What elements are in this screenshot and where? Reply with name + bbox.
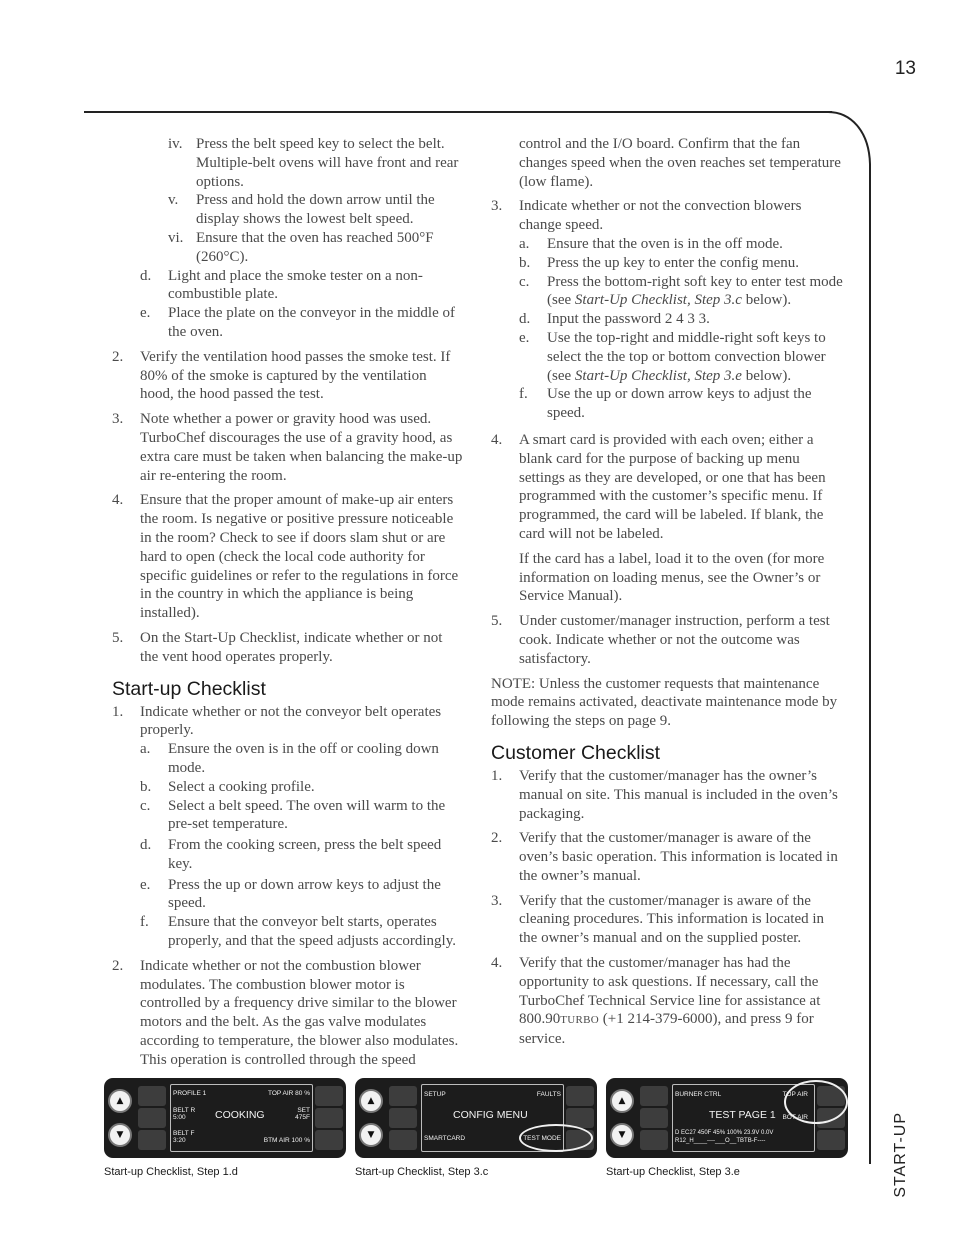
- list-item: [112, 410, 464, 485]
- list-label: 3.: [112, 411, 124, 428]
- down-arrow-icon: ▼: [116, 1130, 124, 1140]
- list-label: d.: [519, 311, 531, 328]
- soft-key-top-right[interactable]: [315, 1086, 343, 1106]
- list-text: Note whether a power or gravity hood was used. TurboChef discourages the use of a gravity hood, as extra care must be taken when balancing the make-up air re-entering the room.: [140, 411, 463, 484]
- list-item: [140, 304, 464, 342]
- soft-key-middle-left[interactable]: [389, 1108, 417, 1128]
- down-arrow-button[interactable]: [359, 1123, 383, 1147]
- list-text: Input the password 2 4 3 3.: [547, 311, 710, 328]
- note-paragraph: NOTE: Unless the customer requests that maintenance mode remains activated, deactivate maintenance mode by following the steps on page 9.: [491, 675, 838, 730]
- header-rule: [84, 111, 832, 113]
- soft-key-top-right[interactable]: [566, 1086, 594, 1106]
- list-text: Press the up key to enter the config menu.: [547, 254, 800, 271]
- list-item: [491, 829, 843, 885]
- list-text: Indicate whether or not the convection blowers change speed.: [519, 198, 802, 234]
- list-text: Select a cooking profile.: [168, 778, 315, 795]
- list-text: Press and hold the down arrow until the display shows the lowest belt speed.: [196, 192, 435, 228]
- list-label: 4.: [491, 955, 503, 972]
- list-item: [140, 778, 464, 797]
- figure-caption: Start-up Checklist, Step 3.e: [606, 1166, 740, 1178]
- list-text: [547, 273, 843, 311]
- list-label: 3.: [491, 892, 503, 909]
- list-text: Under customer/manager instruction, perform a test cook. Indicate whether or not the outcome was satisfactory.: [519, 613, 830, 667]
- list-text-pre: Use the top-right and middle-right soft keys to select the the top or bottom convection blower (see: [547, 329, 826, 384]
- list-item: [140, 836, 464, 874]
- figure-step-1d: [104, 1078, 346, 1178]
- list-text: Press the belt speed key to select the belt. Multiple-belt ovens will have front and rear options.: [196, 136, 459, 190]
- cross-reference: Start-Up Checklist, Step 3.c: [574, 292, 742, 309]
- list-text: Use the up or down arrow keys to adjust the speed.: [547, 386, 812, 422]
- list-label: 4.: [491, 431, 503, 448]
- smartcard-label: SMARTCARD: [424, 1135, 466, 1142]
- list-item: [140, 740, 464, 778]
- list-item: [519, 235, 843, 254]
- oven-display: [355, 1078, 597, 1158]
- list-item: [491, 954, 843, 1049]
- profile-label: PROFILE 1: [173, 1090, 207, 1097]
- side-tab-startup: START-UP: [892, 1112, 909, 1198]
- list-label: a.: [519, 235, 530, 252]
- list-label: 5.: [491, 613, 503, 630]
- up-arrow-button[interactable]: [610, 1089, 634, 1113]
- up-arrow-button[interactable]: [359, 1089, 383, 1113]
- list-text: Place the plate on the conveyor in the middle of the oven.: [168, 305, 455, 340]
- side-rule: [869, 164, 871, 1164]
- list-label: b.: [519, 254, 531, 271]
- set-label: SET: [297, 1107, 310, 1114]
- oven-display: [104, 1078, 346, 1158]
- soft-key-middle-left[interactable]: [640, 1108, 668, 1128]
- up-arrow-icon: ▲: [116, 1096, 124, 1106]
- list-label: 4.: [112, 492, 124, 509]
- list-item: [491, 197, 843, 235]
- screen-title: CONFIG MENU: [453, 1109, 528, 1121]
- belt-f-value: 3:20: [173, 1137, 186, 1144]
- list-item: [140, 913, 464, 951]
- top-air-label: TOP AIR: [782, 1091, 808, 1098]
- up-arrow-icon: ▲: [367, 1096, 375, 1106]
- list-text: Indicate whether or not the conveyor belt operates properly.: [140, 703, 442, 739]
- soft-key-bottom-left[interactable]: [138, 1130, 166, 1150]
- list-item: [519, 254, 843, 273]
- list-item: [112, 957, 464, 1070]
- soft-key-top-left[interactable]: [138, 1086, 166, 1106]
- list-label: c.: [140, 797, 151, 814]
- list-label: e.: [519, 329, 530, 346]
- cross-reference: Start-Up Checklist, Step 3.e: [574, 367, 742, 384]
- left-column: [112, 135, 464, 1070]
- list-item: [491, 431, 843, 544]
- list-text-pre: Verify that the customer/manager has had the opportunity to ask questions. If necessary, call the TurboChef Technical Service line for assistance at 800.90: [519, 955, 821, 1028]
- belt-f-label: BELT F: [173, 1130, 195, 1137]
- soft-key-middle-right[interactable]: [315, 1108, 343, 1128]
- btm-air-label: BTM AIR 100 %: [263, 1137, 310, 1144]
- phone-smallcaps: TURBO: [560, 1014, 600, 1027]
- list-text-post: (+1 214-379-6000), and press 9 for service.: [519, 1011, 814, 1048]
- list-label: 1.: [112, 703, 124, 720]
- soft-key-bottom-right[interactable]: [817, 1130, 845, 1150]
- list-item: [112, 491, 464, 623]
- readout-line-2: R12_H____----___O__TBTB-F----: [675, 1138, 766, 1144]
- soft-key-bottom-right[interactable]: [315, 1130, 343, 1150]
- list-item: [140, 876, 464, 914]
- list-item: [491, 767, 843, 823]
- down-arrow-button[interactable]: [610, 1123, 634, 1147]
- list-item: [140, 797, 464, 835]
- list-text: Press the up or down arrow keys to adjust the speed.: [168, 876, 441, 912]
- list-text: From the cooking screen, press the belt speed key.: [168, 837, 442, 872]
- highlight-circle: [784, 1080, 848, 1124]
- list-item: [112, 629, 464, 667]
- screen-title: TEST PAGE 1: [709, 1109, 776, 1121]
- list-text: Light and place the smoke tester on a non-combustible plate.: [168, 267, 423, 303]
- soft-key-middle-left[interactable]: [138, 1108, 166, 1128]
- down-arrow-icon: ▼: [618, 1130, 626, 1140]
- figure-step-3c: [355, 1078, 597, 1178]
- list-label: e.: [140, 305, 151, 322]
- list-label: f.: [140, 914, 149, 931]
- list-item: [112, 703, 464, 741]
- list-label: a.: [140, 741, 151, 758]
- list-text: Verify that the customer/manager is aware of the cleaning procedures. This information is located in the owner’s manual and on the supplied poster.: [519, 892, 825, 947]
- figure-step-3e: [606, 1078, 848, 1178]
- soft-key-top-left[interactable]: [389, 1086, 417, 1106]
- list-text: Ensure that the proper amount of make-up air enters the room. Is negative or positive pressure noticeable in the room? Check to see if doors slam shut or are hard to open (check the local code authority for specific guidelines or refer to the regulations in force in the country in which the appliance is being installed).: [140, 492, 459, 622]
- list-text: [519, 954, 843, 1049]
- list-item: [168, 229, 464, 267]
- list-item: [168, 135, 464, 191]
- figure-caption: Start-up Checklist, Step 3.c: [355, 1166, 489, 1178]
- burner-ctrl-label: BURNER CTRL: [675, 1091, 722, 1098]
- list-label: iv.: [168, 136, 183, 152]
- list-item: [491, 612, 843, 668]
- up-arrow-button[interactable]: [108, 1089, 132, 1113]
- down-arrow-icon: ▼: [367, 1130, 375, 1140]
- figure-caption: Start-up Checklist, Step 1.d: [104, 1166, 238, 1178]
- list-text: Indicate whether or not the combustion blower modulates. The combustion blower motor is controlled by a frequency drive similar to the blower motors and the belt. As the gas valve modulates according to temperature, the blower also modulates. This operation is controlled through the speed: [140, 957, 459, 1068]
- list-label: b.: [140, 778, 152, 795]
- belt-r-value: 5:00: [173, 1114, 186, 1121]
- list-label: 3.: [491, 198, 503, 215]
- list-label: c.: [519, 273, 530, 290]
- list-label: 2.: [491, 830, 503, 847]
- readout-line-1: D EC27 450F 45% 100% 23.9V 0.0V: [675, 1130, 774, 1136]
- customer-checklist-heading: Customer Checklist: [491, 741, 661, 764]
- list-item: [112, 348, 464, 404]
- list-item: [140, 267, 464, 305]
- right-column: [491, 135, 843, 1049]
- list-item: [519, 310, 843, 329]
- list-text: Verify that the customer/manager has the owner’s manual on site. This manual is included in the oven’s packaging.: [519, 767, 838, 822]
- setup-label: SETUP: [424, 1091, 446, 1098]
- soft-key-bottom-left[interactable]: [640, 1130, 668, 1150]
- list-label: 5.: [112, 629, 124, 646]
- list-text: Ensure that the oven is in the off mode.: [547, 235, 783, 252]
- list-text: Verify the ventilation hood passes the smoke test. If 80% of the smoke is captured by the ventilation hood, the hood passed the test.: [140, 348, 451, 403]
- faults-label: FAULTS: [536, 1091, 561, 1098]
- list-label: vi.: [168, 229, 184, 246]
- startup-checklist-heading: Start-up Checklist: [112, 677, 266, 700]
- list-label: 1.: [491, 767, 503, 784]
- test-mode-label: TEST MODE: [523, 1135, 561, 1142]
- list-text: Ensure that the oven has reached 500°F (260°C).: [196, 229, 434, 265]
- top-air-label: TOP AIR 80 %: [267, 1090, 310, 1097]
- list-text: On the Start-Up Checklist, indicate whether or not the vent hood operates properly.: [140, 629, 443, 665]
- list-label: d.: [140, 267, 152, 284]
- continuation-paragraph: control and the I/O board. Confirm that the fan changes speed when the oven reaches set temperature (low flame).: [519, 136, 841, 190]
- list-text: Verify that the customer/manager is aware of the oven’s basic operation. This information is located in the owner’s manual.: [519, 830, 838, 884]
- list-label: d.: [140, 837, 152, 854]
- soft-key-top-left[interactable]: [640, 1086, 668, 1106]
- set-value: 475F: [295, 1114, 310, 1121]
- display-screen: [170, 1084, 313, 1152]
- up-arrow-icon: ▲: [618, 1096, 626, 1106]
- soft-key-bottom-left[interactable]: [389, 1130, 417, 1150]
- page-number: 13: [894, 58, 916, 79]
- list-text-post: below).: [741, 367, 792, 384]
- oven-display: [606, 1078, 848, 1158]
- list-item: [519, 273, 843, 311]
- list-text: Ensure the oven is in the off or cooling down mode.: [168, 741, 439, 776]
- screen-title: COOKING: [215, 1109, 265, 1121]
- paragraph: If the card has a label, load it to the oven (for more information on loading menus, see the Owner’s or Service Manual).: [519, 550, 825, 605]
- down-arrow-button[interactable]: [108, 1123, 132, 1147]
- highlight-circle: [519, 1124, 593, 1152]
- bot-air-label: BOT AIR: [782, 1114, 808, 1121]
- list-label: v.: [168, 192, 179, 209]
- list-label: e.: [140, 876, 151, 893]
- belt-r-label: BELT R: [173, 1107, 196, 1114]
- list-text: [547, 329, 843, 385]
- list-text: Select a belt speed. The oven will warm to the pre-set temperature.: [168, 797, 446, 833]
- list-item: [519, 329, 843, 385]
- list-text: Ensure that the conveyor belt starts, operates properly, and that the speed adjusts accordingly.: [168, 914, 456, 950]
- list-label: f.: [519, 386, 528, 403]
- list-text-post: below).: [741, 292, 792, 309]
- list-text: A smart card is provided with each oven; either a blank card for the purpose of backing up menu settings as they are developed, or one that has been programmed with the customer’s specific menu. If programmed, the card will be labeled. If blank, the card will not be labeled.: [519, 431, 826, 542]
- list-item: [519, 385, 843, 423]
- list-label: 2.: [112, 348, 124, 365]
- list-item: [168, 191, 464, 229]
- list-text-pre: Press the bottom-right soft key to enter test mode (see: [547, 273, 843, 309]
- list-item: [491, 892, 843, 948]
- list-label: 2.: [112, 957, 124, 974]
